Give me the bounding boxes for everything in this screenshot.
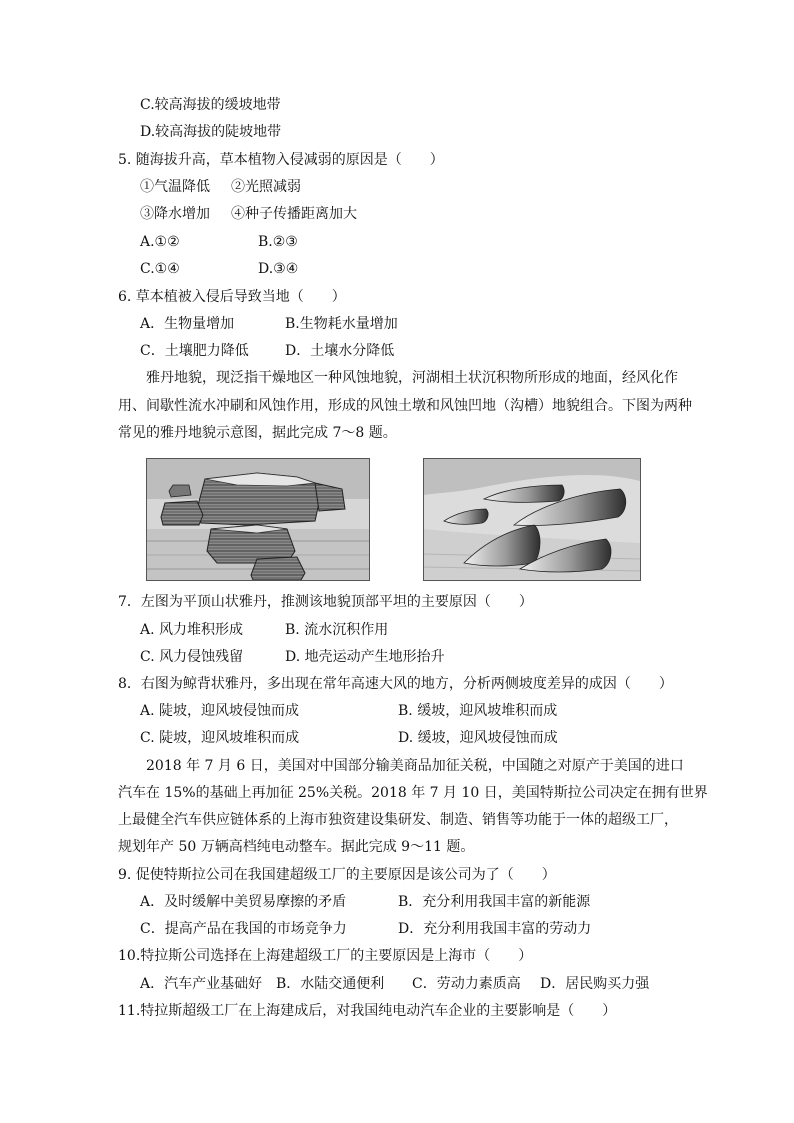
q5-item-3: ③降水增加	[140, 206, 210, 222]
q10-stem: 10.特拉斯公司选择在上海建超级工厂的主要原因是上海市（ ）	[118, 948, 533, 964]
mesa-yardang-illustration	[147, 459, 369, 580]
q5-stem: 5. 随海拔升高，草本植物入侵减弱的原因是（ ）	[118, 152, 444, 168]
q8-option-d: D. 缓坡，迎风坡侵蚀而成	[398, 730, 558, 746]
q4-option-d: D.较高海拔的陡坡地带	[140, 124, 282, 140]
tesla-passage-line-3: 上最健全汽车供应链体系的上海市独资建设集研发、制造、销售等功能于一体的超级工厂，	[118, 812, 678, 828]
tesla-passage-line-2: 汽车在 15%的基础上再加征 25%关税。2018 年 7 月 10 日，美国特斯拉公司决定在拥有世界	[118, 785, 708, 801]
q8-option-c: C. 陡坡，迎风坡堆积而成	[140, 730, 300, 746]
whaleback-yardang-figure	[423, 458, 641, 581]
q6-option-b: B.生物耗水量增加	[285, 316, 398, 332]
tesla-passage-line-1: 2018 年 7 月 6 日，美国对中国部分输美商品加征关税，中国随之对原产于美国的进口	[146, 758, 684, 774]
q7-option-b: B. 流水沉积作用	[285, 622, 389, 638]
q9-option-c: C．提高产品在我国的市场竞争力	[140, 921, 347, 937]
yardang-passage-line-1: 雅丹地貌，现泛指干燥地区一种风蚀地貌，河湖相土状沉积物所形成的地面，经风化作	[146, 370, 678, 386]
mesa-yardang-figure	[146, 458, 370, 581]
tesla-passage-line-4: 规划年产 50 万辆高档纯电动整车。据此完成 9～11 题。	[118, 839, 475, 855]
q8-stem: 8．右图为鲸背状雅丹，多出现在常年高速大风的地方，分析两侧坡度差异的成因（ ）	[118, 676, 673, 692]
q6-option-a: A．生物量增加	[140, 316, 235, 332]
yardang-passage-line-3: 常见的雅丹地貌示意图，据此完成 7～8 题。	[118, 425, 397, 441]
yardang-passage-line-2: 用、间歇性流水冲刷和风蚀作用，形成的风蚀土墩和风蚀凹地（沟槽）地貌组合。下图为两种	[118, 398, 692, 414]
q9-stem: 9. 促使特斯拉公司在我国建超级工厂的主要原因是该公司为了（ ）	[118, 867, 556, 883]
q5-option-c: C.①④	[140, 261, 180, 277]
q8-option-a: A. 陡坡，迎风坡侵蚀而成	[140, 703, 300, 719]
q5-option-d: D.③④	[258, 261, 299, 277]
q5-item-4: ④种子传播距离加大	[231, 206, 357, 222]
q5-item-2: ②光照减弱	[231, 179, 301, 195]
q5-option-a: A.①②	[140, 234, 180, 250]
q10-option-a: A．汽车产业基础好	[140, 976, 263, 992]
q8-option-b: B. 缓坡，迎风坡堆积而成	[398, 703, 558, 719]
q9-option-b: B．充分利用我国丰富的新能源	[398, 894, 591, 910]
q6-option-d: D．土壤水分降低	[285, 343, 395, 359]
q5-option-b: B.②③	[258, 234, 298, 250]
q10-option-c: C．劳动力素质高	[412, 976, 521, 992]
q7-option-c: C. 风力侵蚀残留	[140, 649, 244, 665]
q5-item-1: ①气温降低	[140, 179, 210, 195]
q7-stem: 7．左图为平顶山状雅丹，推测该地貌顶部平坦的主要原因（ ）	[118, 594, 533, 610]
q7-option-d: D. 地壳运动产生地形抬升	[285, 649, 445, 665]
q9-option-a: A．及时缓解中美贸易摩擦的矛盾	[140, 894, 347, 910]
whaleback-yardang-illustration	[424, 459, 640, 580]
q9-option-d: D．充分利用我国丰富的劳动力	[398, 921, 592, 937]
q6-stem: 6. 草本植被入侵后导致当地（ ）	[118, 289, 346, 305]
q10-option-d: D．居民购买力强	[540, 976, 650, 992]
q7-option-a: A. 风力堆积形成	[140, 622, 244, 638]
q10-option-b: B．水陆交通便利	[276, 976, 385, 992]
q4-option-c: C.较高海拔的缓坡地带	[140, 97, 281, 113]
q11-stem: 11.特拉斯超级工厂在上海建成后，对我国纯电动汽车企业的主要影响是（ ）	[118, 1003, 617, 1019]
q6-option-c: C．土壤肥力降低	[140, 343, 249, 359]
